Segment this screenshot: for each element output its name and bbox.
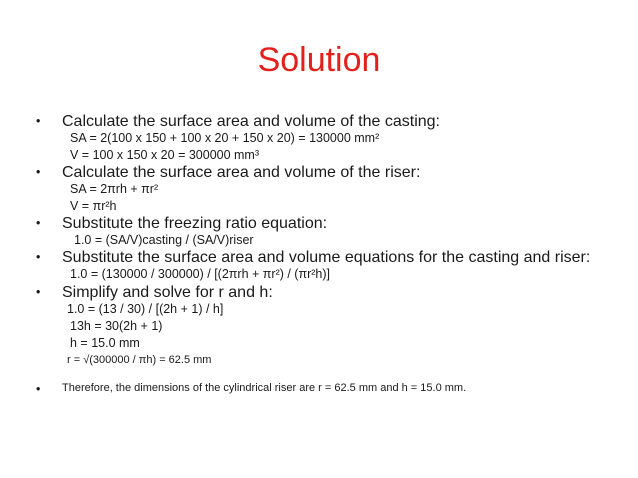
step-5-detail-1: 1.0 = (13 / 30) / [(2h + 1) / h] — [67, 302, 224, 316]
bullet-marker: • — [36, 382, 41, 396]
step-1-detail-2: V = 100 x 150 x 20 = 300000 mm³ — [70, 148, 260, 162]
conclusion-text: Therefore, the dimensions of the cylindrical riser are r = 62.5 mm and h = 15.0 mm. — [62, 382, 467, 394]
bullet-marker: • — [36, 250, 41, 264]
bullet-marker: • — [36, 285, 41, 299]
bullet-marker: • — [36, 216, 41, 230]
bullet-marker: • — [36, 165, 41, 179]
step-5-detail-2: 13h = 30(2h + 1) — [70, 319, 163, 333]
step-2-text: Calculate the surface area and volume of the riser: — [62, 164, 421, 181]
step-3-text: Substitute the freezing ratio equation: — [62, 215, 328, 232]
step-1-detail-1: SA = 2(100 x 150 + 100 x 20 + 150 x 20) = 130000 mm² — [70, 131, 380, 145]
bullet-marker: • — [36, 114, 41, 128]
slide-title: Solution — [257, 41, 381, 79]
step-3-detail-1: 1.0 = (SA/V)casting / (SA/V)riser — [74, 233, 254, 247]
step-5-text: Simplify and solve for r and h: — [62, 284, 273, 301]
step-1-text: Calculate the surface area and volume of the casting: — [62, 113, 440, 130]
step-2-detail-2: V = πr²h — [70, 199, 117, 213]
step-2-detail-1: SA = 2πrh + πr² — [70, 182, 159, 196]
step-4-text: Substitute the surface area and volume equations for the casting and riser: — [62, 249, 591, 266]
step-5-detail-3: h = 15.0 mm — [70, 336, 140, 350]
step-4-detail-1: 1.0 = (130000 / 300000) / [(2πrh + πr²) / (πr²h)] — [70, 267, 331, 281]
step-5-detail-4: r = √(300000 / πh) = 62.5 mm — [67, 354, 212, 366]
